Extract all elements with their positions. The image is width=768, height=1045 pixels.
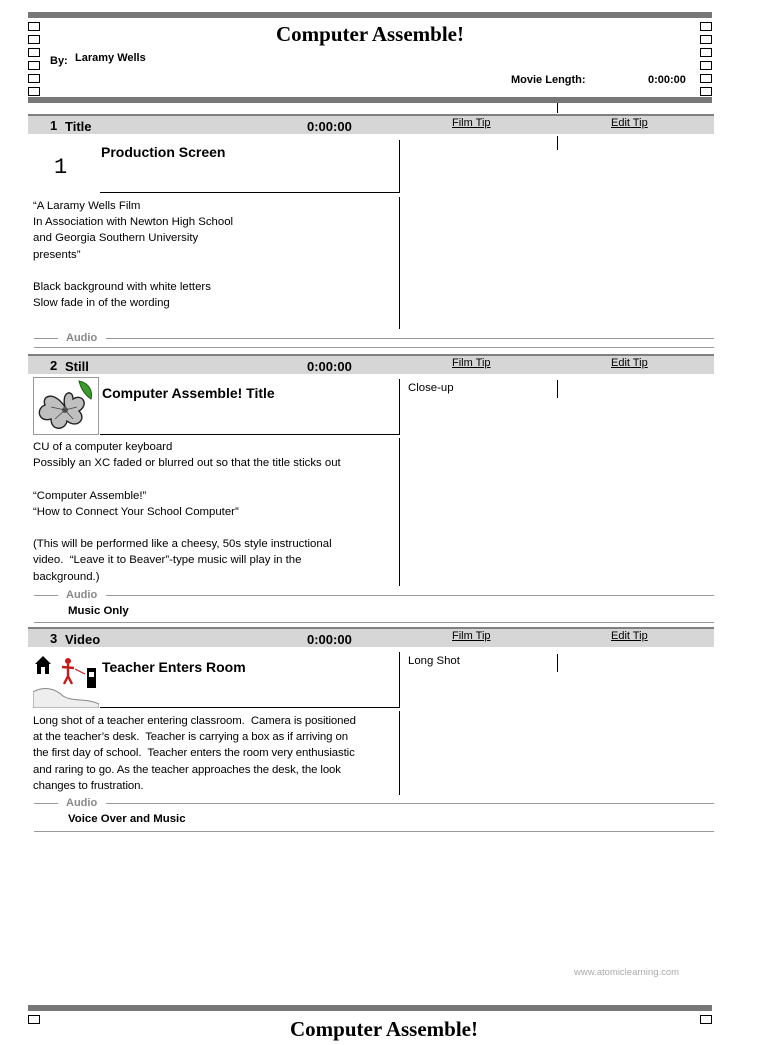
shot-divider bbox=[34, 831, 714, 832]
shot-duration: 0:00:00 bbox=[307, 359, 352, 374]
camera-tick bbox=[557, 654, 558, 672]
footer-site: www.atomiclearning.com bbox=[574, 967, 680, 978]
film-tip-link[interactable]: Film Tip bbox=[452, 630, 491, 642]
shot-header-bar bbox=[28, 354, 714, 374]
heading-underline bbox=[100, 434, 400, 435]
shot-number: 1 bbox=[50, 118, 58, 133]
shot-type: Title bbox=[65, 119, 92, 134]
shot-header-bar bbox=[28, 114, 714, 134]
shot-type: Video bbox=[65, 632, 101, 647]
shot-big-number: 1 bbox=[54, 155, 68, 180]
shot-description: CU of a computer keyboard Possibly an XC faded or blurred out so that the title sticks out “Computer Assemble!” “How to Connect Your School Computer” (This will be performed like a cheesy, 50s style instructional video. “Leave it to Beaver”-type music will play in the background.) bbox=[33, 441, 341, 583]
edit-tip-link[interactable]: Edit Tip bbox=[611, 630, 648, 642]
edit-tip-link[interactable]: Edit Tip bbox=[611, 117, 648, 129]
film-tip-link[interactable]: Film Tip bbox=[452, 357, 491, 369]
audio-label: Audio bbox=[66, 797, 98, 809]
camera-tick bbox=[557, 380, 558, 398]
shot-number: 2 bbox=[50, 358, 58, 373]
column-tick bbox=[557, 103, 558, 113]
audio-value: Music Only bbox=[68, 605, 129, 617]
description-right-line bbox=[399, 711, 400, 795]
hibiscus-flower-icon bbox=[33, 377, 99, 435]
shot-type: Still bbox=[65, 359, 89, 374]
audio-label: Audio bbox=[66, 332, 98, 344]
next-page-title: Computer Assemble! bbox=[289, 1017, 478, 1041]
shot-heading: Teacher Enters Room bbox=[102, 659, 246, 675]
edit-tip-link[interactable]: Edit Tip bbox=[611, 357, 648, 369]
audio-row bbox=[34, 797, 714, 811]
shot-duration: 0:00:00 bbox=[307, 632, 352, 647]
author-label: By: bbox=[50, 55, 68, 67]
heading-box-right-line bbox=[399, 652, 400, 708]
camera-tick bbox=[557, 136, 558, 150]
description-right-line bbox=[399, 197, 400, 329]
header-film-strip bbox=[28, 12, 712, 103]
author-name: Laramy Wells bbox=[75, 52, 146, 64]
description-right-line bbox=[399, 438, 400, 586]
shot-divider bbox=[34, 347, 714, 348]
audio-row bbox=[34, 589, 714, 603]
audio-row bbox=[34, 332, 714, 346]
shot-divider bbox=[34, 622, 714, 623]
heading-underline bbox=[100, 707, 400, 708]
heading-box-right-line bbox=[399, 140, 400, 193]
audio-value: Voice Over and Music bbox=[68, 813, 186, 825]
film-tip-link[interactable]: Film Tip bbox=[452, 117, 491, 129]
camera-note: Close-up bbox=[408, 382, 454, 394]
heading-box-right-line bbox=[399, 379, 400, 435]
shot-header-bar bbox=[28, 627, 714, 647]
movie-length-label: Movie Length: bbox=[511, 74, 586, 86]
shot-heading: Computer Assemble! Title bbox=[102, 385, 275, 401]
movie-length-value: 0:00:00 bbox=[648, 74, 686, 86]
shot-duration: 0:00:00 bbox=[307, 119, 352, 134]
shot-number: 3 bbox=[50, 631, 58, 646]
shot-heading: Production Screen bbox=[101, 144, 226, 160]
teacher-room-icon bbox=[33, 652, 99, 708]
shot-description: Long shot of a teacher entering classroom. Camera is positioned at the teacher’s desk. Teacher is carrying a box as if arriving on the first day of school. Teacher enters the room very enthusiastic and raring to go. As the teacher approaches the desk, the look changes to frustration. bbox=[33, 715, 356, 792]
camera-note: Long Shot bbox=[408, 655, 460, 667]
audio-label: Audio bbox=[66, 589, 98, 601]
shot-description: “A Laramy Wells Film In Association with Newton High School and Georgia Southern University presents” Black background with white letters Slow fade in of the wording bbox=[33, 200, 234, 310]
heading-underline bbox=[100, 192, 400, 193]
movie-title: Computer Assemble! bbox=[275, 22, 464, 46]
